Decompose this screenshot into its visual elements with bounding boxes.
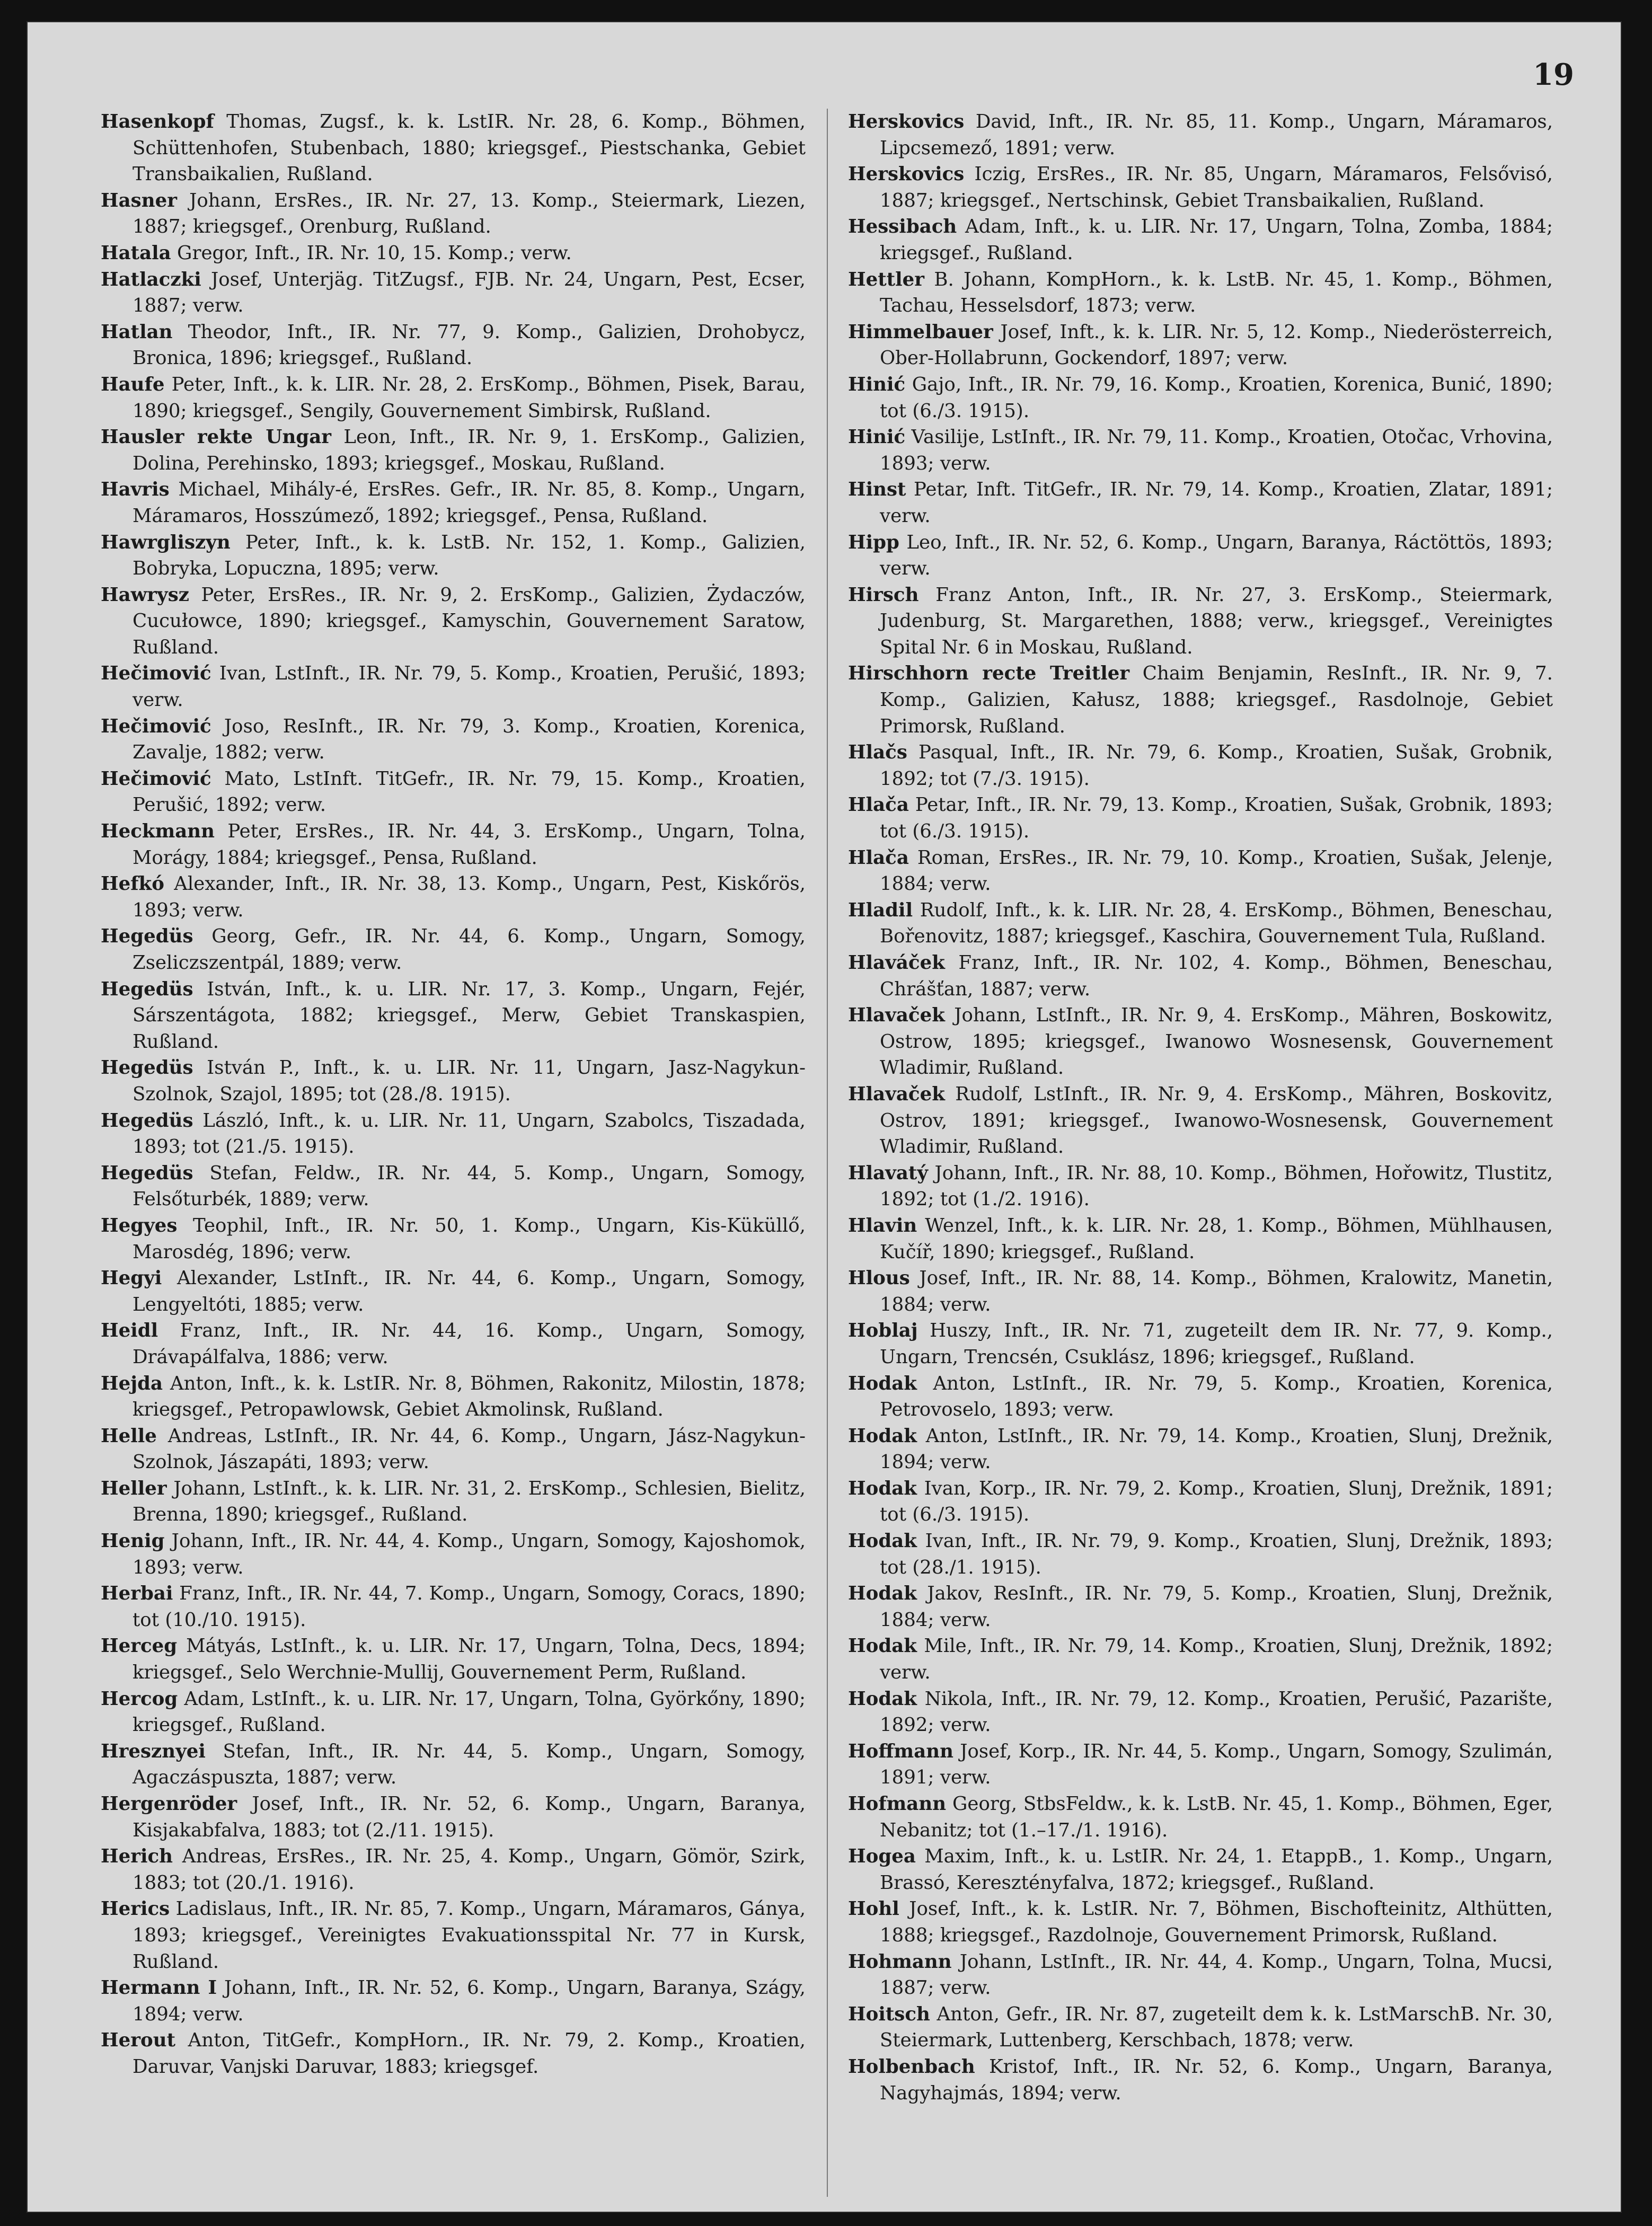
entry-surname: Hlavatý bbox=[848, 1162, 929, 1184]
entry-surname: Hegyi bbox=[101, 1267, 162, 1289]
entry-details: Josef, Inft., IR. Nr. 88, 14. Komp., Böhmen, Kralowitz, Manetin, 1884; verw. bbox=[880, 1267, 1553, 1315]
register-entry bbox=[101, 319, 806, 372]
register-entry bbox=[848, 1160, 1553, 1213]
register-entry bbox=[848, 1318, 1553, 1370]
entry-surname: Hegedüs bbox=[101, 1057, 193, 1079]
register-entry bbox=[848, 1265, 1553, 1318]
entry-surname: Hirschhorn recte Treitler bbox=[848, 662, 1130, 685]
register-entry bbox=[101, 1265, 806, 1318]
register-entry bbox=[848, 214, 1553, 266]
register-entry bbox=[101, 766, 806, 818]
register-entry bbox=[848, 1896, 1553, 1948]
entry-details: Josef, Inft., k. k. LstIR. Nr. 7, Böhmen, Bischofteinitz, Althütten, 1888; kriegsgef., Razdolnoje, Gouvernement Primorsk, Rußland. bbox=[880, 1898, 1553, 1946]
entry-surname: Hegyes bbox=[101, 1214, 178, 1236]
entry-surname: Hlačs bbox=[848, 741, 907, 764]
register-entry bbox=[101, 529, 806, 582]
right-column bbox=[848, 109, 1553, 2197]
register-entry bbox=[101, 1633, 806, 1685]
entry-surname: Hlača bbox=[848, 794, 909, 816]
register-entry bbox=[848, 660, 1553, 739]
register-entry bbox=[848, 1528, 1553, 1580]
entry-details: Anton, LstInft., IR. Nr. 79, 5. Komp., Kroatien, Korenica, Petrovoselo, 1893; verw. bbox=[880, 1372, 1553, 1421]
register-entry bbox=[101, 713, 806, 766]
entry-surname: Hlavaček bbox=[848, 1004, 945, 1027]
entry-surname: Hohmann bbox=[848, 1950, 952, 1973]
entry-surname: Hipp bbox=[848, 531, 899, 553]
entry-details: Josef, Inft., k. k. LIR. Nr. 5, 12. Komp., Niederösterreich, Ober-Hollabrunn, Gockendorf, 1897; verw. bbox=[880, 321, 1553, 369]
entry-surname: Himmelbauer bbox=[848, 321, 993, 343]
register-entry bbox=[848, 897, 1553, 950]
register-entry bbox=[848, 1371, 1553, 1423]
entry-surname: Hodak bbox=[848, 1425, 917, 1447]
entry-surname: Heller bbox=[101, 1477, 167, 1499]
entry-details: Peter, ErsRes., IR. Nr. 9, 2. ErsKomp., Galizien, Żydaczów, Cucułowce, 1890; kriegsgef., Kamyschin, Gouvernement Saratow, Rußland. bbox=[132, 584, 806, 658]
entry-details: Anton, LstInft., IR. Nr. 79, 14. Komp., Kroatien, Slunj, Drežnik, 1894; verw. bbox=[880, 1425, 1553, 1473]
entry-details: Peter, Inft., k. k. LIR. Nr. 28, 2. ErsKomp., Böhmen, Pisek, Barau, 1890; kriegsgef., Sengily, Gouvernement Simbirsk, Rußland. bbox=[132, 373, 806, 422]
entry-surname: Holbenbach bbox=[848, 2055, 975, 2078]
register-entry bbox=[101, 660, 806, 713]
entry-surname: Hodak bbox=[848, 1372, 917, 1394]
register-entry bbox=[848, 1843, 1553, 1896]
entry-surname: Hlača bbox=[848, 846, 909, 869]
register-entry bbox=[101, 109, 806, 188]
entry-details: Johann, LstInft., IR. Nr. 44, 4. Komp., Ungarn, Tolna, Mucsi, 1887; verw. bbox=[880, 1950, 1553, 1999]
entry-surname: Hresznyei bbox=[101, 1740, 206, 1762]
column-divider bbox=[827, 109, 828, 2197]
entry-surname: Hegedüs bbox=[101, 925, 193, 948]
register-entry bbox=[101, 1686, 806, 1738]
entry-details: Joso, ResInft., IR. Nr. 79, 3. Komp., Kroatien, Korenica, Zavalje, 1882; verw. bbox=[132, 715, 806, 764]
entry-surname: Herics bbox=[101, 1898, 170, 1920]
register-entry bbox=[848, 424, 1553, 476]
register-entry bbox=[848, 109, 1553, 161]
register-entry bbox=[101, 188, 806, 240]
entry-details: B. Johann, KompHorn., k. k. LstB. Nr. 45, 1. Komp., Böhmen, Tachau, Hesselsdorf, 1873; verw. bbox=[880, 268, 1553, 317]
entry-details: Adam, Inft., k. u. LIR. Nr. 17, Ungarn, Tolna, Zomba, 1884; kriegsgef., Rußland. bbox=[880, 216, 1553, 264]
register-entry bbox=[101, 424, 806, 476]
register-entry bbox=[848, 1213, 1553, 1265]
entry-surname: Hečimović bbox=[101, 662, 211, 685]
entry-details: Mato, LstInft. TitGefr., IR. Nr. 79, 15. Komp., Kroatien, Perušić, 1892; verw. bbox=[132, 767, 806, 816]
entry-details: Wenzel, Inft., k. k. LIR. Nr. 28, 1. Komp., Böhmen, Mühlhausen, Kučíř, 1890; kriegsgef., Rußland. bbox=[880, 1214, 1553, 1263]
register-entry bbox=[848, 582, 1553, 661]
register-entry bbox=[101, 267, 806, 319]
entry-surname: Hladil bbox=[848, 899, 913, 921]
entry-surname: Hergenröder bbox=[101, 1793, 237, 1815]
entry-surname: Hodak bbox=[848, 1635, 917, 1657]
entry-surname: Hefkó bbox=[101, 873, 164, 895]
entry-details: Johann, Inft., IR. Nr. 44, 4. Komp., Ungarn, Somogy, Kajoshomok, 1893; verw. bbox=[132, 1530, 806, 1578]
entry-surname: Herbai bbox=[101, 1583, 173, 1605]
register-entry bbox=[101, 582, 806, 661]
entry-details: Michael, Mihály-é, ErsRes. Gefr., IR. Nr. 85, 8. Komp., Ungarn, Máramaros, Hosszúmező, 1892; kriegsgef., Pensa, Rußland. bbox=[132, 479, 806, 527]
entry-details: Georg, StbsFeldw., k. k. LstB. Nr. 45, 1. Komp., Böhmen, Eger, Nebanitz; tot (1.–17./1. 1916). bbox=[880, 1793, 1553, 1841]
entry-details: Johann, Inft., IR. Nr. 52, 6. Komp., Ungarn, Baranya, Szágy, 1894; verw. bbox=[132, 1977, 806, 2025]
entry-details: Mile, Inft., IR. Nr. 79, 14. Komp., Kroatien, Slunj, Drežnik, 1892; verw. bbox=[880, 1635, 1553, 1684]
entry-surname: Hessibach bbox=[848, 216, 957, 238]
entry-details: Rudolf, Inft., k. k. LIR. Nr. 28, 4. ErsKomp., Böhmen, Beneschau, Bořenovitz, 1887; kriegsgef., Kaschira, Gouvernement Tula, Rußland. bbox=[880, 899, 1553, 948]
entry-details: Anton, TitGefr., KompHorn., IR. Nr. 79, 2. Komp., Kroatien, Daruvar, Vanjski Daruvar, 1883; kriegsgef. bbox=[132, 2029, 806, 2078]
register-entry bbox=[848, 2054, 1553, 2106]
entry-details: Peter, Inft., k. k. LstB. Nr. 152, 1. Komp., Galizien, Bobryka, Lopuczna, 1895; verw. bbox=[132, 531, 806, 580]
register-entry bbox=[101, 1160, 806, 1213]
entry-details: Jakov, ResInft., IR. Nr. 79, 5. Komp., Kroatien, Slunj, Drežnik, 1884; verw. bbox=[880, 1583, 1553, 1631]
register-entry bbox=[848, 1949, 1553, 2001]
entry-surname: Haufe bbox=[101, 373, 165, 395]
entry-details: Petar, Inft. TitGefr., IR. Nr. 79, 14. Komp., Kroatien, Zlatar, 1891; verw. bbox=[880, 479, 1553, 527]
entry-details: Ivan, LstInft., IR. Nr. 79, 5. Komp., Kroatien, Perušić, 1893; verw. bbox=[132, 662, 806, 711]
register-entry bbox=[101, 1528, 806, 1580]
register-entry bbox=[101, 1580, 806, 1633]
register-entry bbox=[848, 739, 1553, 792]
register-entry bbox=[848, 845, 1553, 897]
entry-surname: Hinić bbox=[848, 426, 906, 448]
entry-details: Gregor, Inft., IR. Nr. 10, 15. Komp.; verw. bbox=[171, 242, 572, 264]
entry-details: Franz, Inft., IR. Nr. 44, 16. Komp., Ungarn, Somogy, Drávapálfalva, 1886; verw. bbox=[132, 1320, 806, 1368]
entry-details: Thomas, Zugsf., k. k. LstIR. Nr. 28, 6. Komp., Böhmen, Schüttenhofen, Stubenbach, 1880; kriegsgef., Piestschanka, Gebiet Transbaikalien, Rußland. bbox=[132, 111, 806, 186]
register-entry bbox=[848, 372, 1553, 424]
entry-surname: Helle bbox=[101, 1425, 157, 1447]
entry-surname: Hlaváček bbox=[848, 952, 945, 974]
entry-surname: Hohl bbox=[848, 1898, 899, 1920]
register-entry bbox=[101, 1213, 806, 1265]
left-column bbox=[101, 109, 806, 2197]
entry-surname: Hawrgliszyn bbox=[101, 531, 231, 553]
entry-surname: Heidl bbox=[101, 1320, 158, 1342]
entry-surname: Hegedüs bbox=[101, 1109, 193, 1132]
entry-surname: Hlavin bbox=[848, 1214, 917, 1236]
entry-details: David, Inft., IR. Nr. 85, 11. Komp., Ungarn, Máramaros, Lipcsemező, 1891; verw. bbox=[880, 111, 1553, 159]
entry-surname: Hatala bbox=[101, 242, 171, 264]
register-entry bbox=[848, 476, 1553, 529]
register-entry bbox=[101, 1975, 806, 2027]
register-entry bbox=[101, 1791, 806, 1843]
register-entry bbox=[101, 871, 806, 923]
entry-surname: Hečimović bbox=[101, 767, 211, 790]
entry-details: Rudolf, LstInft., IR. Nr. 9, 4. ErsKomp., Mähren, Boskovitz, Ostrov, 1891; kriegsgef., Iwanowo-Wosnesensk, Gouvernement Wladimir, Rußland. bbox=[880, 1083, 1553, 1158]
register-entry bbox=[101, 240, 806, 267]
register-entry bbox=[848, 1791, 1553, 1843]
entry-details: Franz Anton, Inft., IR. Nr. 27, 3. ErsKomp., Steiermark, Judenburg, St. Margarethen, 1888; verw., kriegsgef., Vereinigtes Spital Nr. 6 in Moskau, Rußland. bbox=[880, 584, 1553, 658]
entry-surname: Hoffmann bbox=[848, 1740, 953, 1762]
register-entry bbox=[101, 2027, 806, 2080]
register-entry bbox=[101, 476, 806, 529]
entry-surname: Hirsch bbox=[848, 584, 919, 606]
entry-surname: Hoblaj bbox=[848, 1320, 918, 1342]
entry-surname: Hatlan bbox=[101, 321, 173, 343]
entry-details: István, Inft., k. u. LIR. Nr. 17, 3. Komp., Ungarn, Fejér, Sárszentágota, 1882; kriegsgef., Merw, Gebiet Transkaspien, Rußland. bbox=[132, 978, 806, 1053]
register-entry bbox=[848, 1580, 1553, 1633]
entry-details: Johann, LstInft., IR. Nr. 9, 4. ErsKomp., Mähren, Boskowitz, Ostrow, 1895; kriegsgef., Iwanowo Wosnesensk, Gouvernement Wladimir, Rußland. bbox=[880, 1004, 1553, 1079]
entry-surname: Hermann I bbox=[101, 1977, 217, 1999]
register-entry bbox=[848, 792, 1553, 844]
entry-details: Kristof, Inft., IR. Nr. 52, 6. Komp., Ungarn, Baranya, Nagyhajmás, 1894; verw. bbox=[880, 2055, 1553, 2104]
entry-surname: Hodak bbox=[848, 1530, 917, 1552]
entry-details: Teophil, Inft., IR. Nr. 50, 1. Komp., Ungarn, Kis-Küküllő, Marosdég, 1896; verw. bbox=[132, 1214, 806, 1263]
entry-surname: Herich bbox=[101, 1845, 173, 1868]
entry-details: Josef, Korp., IR. Nr. 44, 5. Komp., Ungarn, Somogy, Szulimán, 1891; verw. bbox=[880, 1740, 1553, 1789]
entry-details: Roman, ErsRes., IR. Nr. 79, 10. Komp., Kroatien, Sušak, Jelenje, 1884; verw. bbox=[880, 846, 1553, 895]
register-entry bbox=[101, 1476, 806, 1528]
register-entry bbox=[101, 1371, 806, 1423]
register-entry bbox=[848, 950, 1553, 1002]
register-entry bbox=[848, 1738, 1553, 1791]
entry-details: István P., Inft., k. u. LIR. Nr. 11, Ungarn, Jasz-Nagykun-Szolnok, Szajol, 1895; tot (28./8. 1915). bbox=[132, 1057, 806, 1105]
register-entry bbox=[848, 1423, 1553, 1476]
document-page bbox=[26, 21, 1622, 2213]
entry-details: Adam, LstInft., k. u. LIR. Nr. 17, Ungarn, Tolna, Györkőny, 1890; kriegsgef., Rußland. bbox=[132, 1688, 806, 1736]
entry-surname: Hasner bbox=[101, 189, 177, 211]
register-entry bbox=[848, 1633, 1553, 1685]
entry-details: Johann, Inft., IR. Nr. 88, 10. Komp., Böhmen, Hořowitz, Tlustitz, 1892; tot (1./2. 1916). bbox=[880, 1162, 1553, 1211]
register-entry bbox=[848, 267, 1553, 319]
entry-surname: Hlavaček bbox=[848, 1083, 945, 1105]
register-columns bbox=[101, 109, 1553, 2197]
entry-surname: Herskovics bbox=[848, 111, 965, 132]
entry-details: Ivan, Korp., IR. Nr. 79, 2. Komp., Kroatien, Slunj, Drežnik, 1891; tot (6./3. 1915). bbox=[880, 1477, 1553, 1526]
entry-details: Andreas, ErsRes., IR. Nr. 25, 4. Komp., Ungarn, Gömör, Szirk, 1883; tot (20./1. 1916). bbox=[132, 1845, 806, 1894]
register-entry bbox=[101, 1423, 806, 1476]
entry-surname: Hodak bbox=[848, 1583, 917, 1605]
entry-details: Johann, ErsRes., IR. Nr. 27, 13. Komp., Steiermark, Liezen, 1887; kriegsgef., Orenburg, Rußland. bbox=[132, 189, 806, 238]
register-entry bbox=[101, 923, 806, 976]
entry-surname: Herceg bbox=[101, 1635, 178, 1657]
page-number: 19 bbox=[1533, 57, 1574, 92]
entry-details: Stefan, Inft., IR. Nr. 44, 5. Komp., Ungarn, Somogy, Agaczáspuszta, 1887; verw. bbox=[132, 1740, 806, 1789]
entry-surname: Hinst bbox=[848, 479, 906, 501]
entry-details: Anton, Inft., k. k. LstIR. Nr. 8, Böhmen, Rakonitz, Milostin, 1878; kriegsgef., Petropawlowsk, Gebiet Akmolinsk, Rußland. bbox=[132, 1372, 806, 1421]
register-entry bbox=[848, 1081, 1553, 1160]
register-entry bbox=[101, 372, 806, 424]
entry-details: Iczig, ErsRes., IR. Nr. 85, Ungarn, Máramaros, Felsővisó, 1887; kriegsgef., Nertschinsk, Gebiet Transbaikalien, Rußland. bbox=[880, 163, 1553, 211]
entry-details: Mátyás, LstInft., k. u. LIR. Nr. 17, Ungarn, Tolna, Decs, 1894; kriegsgef., Selo Werchnie-Mullij, Gouvernement Perm, Rußland. bbox=[132, 1635, 806, 1684]
entry-details: Josef, Inft., IR. Nr. 52, 6. Komp., Ungarn, Baranya, Kisjakabfalva, 1883; tot (2./11. 1915). bbox=[132, 1793, 806, 1841]
register-entry bbox=[101, 1843, 806, 1896]
entry-surname: Hawrysz bbox=[101, 584, 189, 606]
entry-surname: Hinić bbox=[848, 373, 906, 395]
entry-details: Franz, Inft., IR. Nr. 44, 7. Komp., Ungarn, Somogy, Coracs, 1890; tot (10./10. 1915). bbox=[132, 1583, 806, 1631]
entry-details: Petar, Inft., IR. Nr. 79, 13. Komp., Kroatien, Sušak, Grobnik, 1893; tot (6./3. 1915). bbox=[880, 794, 1553, 843]
entry-surname: Herout bbox=[101, 2029, 176, 2052]
entry-details: Josef, Unterjäg. TitZugsf., FJB. Nr. 24, Ungarn, Pest, Ecser, 1887; verw. bbox=[132, 268, 806, 317]
register-entry bbox=[848, 1686, 1553, 1738]
entry-details: Johann, LstInft., k. k. LIR. Nr. 31, 2. ErsKomp., Schlesien, Bielitz, Brenna, 1890; kriegsgef., Rußland. bbox=[132, 1477, 806, 1526]
entry-details: Georg, Gefr., IR. Nr. 44, 6. Komp., Ungarn, Somogy, Zseliczszentpál, 1889; verw. bbox=[132, 925, 806, 974]
register-entry bbox=[848, 319, 1553, 372]
entry-details: Peter, ErsRes., IR. Nr. 44, 3. ErsKomp., Ungarn, Tolna, Morágy, 1884; kriegsgef., Pensa, Rußland. bbox=[132, 820, 806, 869]
register-entry bbox=[101, 976, 806, 1055]
entry-details: Anton, Gefr., IR. Nr. 87, zugeteilt dem k. k. LstMarschB. Nr. 30, Steiermark, Luttenberg, Kerschbach, 1878; verw. bbox=[880, 2003, 1553, 2052]
entry-surname: Hogea bbox=[848, 1845, 916, 1868]
entry-details: Alexander, LstInft., IR. Nr. 44, 6. Komp., Ungarn, Somogy, Lengyeltóti, 1885; verw. bbox=[132, 1267, 806, 1315]
entry-surname: Hoitsch bbox=[848, 2003, 930, 2025]
entry-surname: Herskovics bbox=[848, 163, 965, 186]
register-entry bbox=[101, 1318, 806, 1370]
register-entry bbox=[848, 1476, 1553, 1528]
entry-surname: Heckmann bbox=[101, 820, 215, 843]
entry-surname: Hodak bbox=[848, 1477, 917, 1499]
entry-details: Vasilije, LstInft., IR. Nr. 79, 11. Komp., Kroatien, Otočac, Vrhovina, 1893; verw. bbox=[880, 426, 1553, 474]
entry-details: Ivan, Inft., IR. Nr. 79, 9. Komp., Kroatien, Slunj, Drežnik, 1893; tot (28./1. 1915). bbox=[880, 1530, 1553, 1578]
entry-surname: Havris bbox=[101, 479, 170, 501]
entry-details: Andreas, LstInft., IR. Nr. 44, 6. Komp., Ungarn, Jász-Nagykun-Szolnok, Jászapáti, 1893; verw. bbox=[132, 1425, 806, 1473]
entry-surname: Hegedüs bbox=[101, 978, 193, 1000]
register-entry bbox=[101, 1108, 806, 1160]
entry-surname: Hejda bbox=[101, 1372, 163, 1394]
entry-surname: Hercog bbox=[101, 1688, 178, 1710]
entry-surname: Hegedüs bbox=[101, 1162, 193, 1184]
register-entry bbox=[848, 529, 1553, 582]
entry-details: Franz, Inft., IR. Nr. 102, 4. Komp., Böhmen, Beneschau, Chrášťan, 1887; verw. bbox=[880, 952, 1553, 1000]
entry-surname: Hečimović bbox=[101, 715, 211, 737]
entry-surname: Hasenkopf bbox=[101, 111, 214, 132]
entry-details: Theodor, Inft., IR. Nr. 77, 9. Komp., Galizien, Drohobycz, Bronica, 1896; kriegsgef., Rußland. bbox=[132, 321, 806, 369]
entry-surname: Henig bbox=[101, 1530, 165, 1552]
register-entry bbox=[848, 161, 1553, 214]
entry-surname: Hettler bbox=[848, 268, 925, 290]
entry-details: Maxim, Inft., k. u. LstIR. Nr. 24, 1. EtappB., 1. Komp., Ungarn, Brassó, Keresztényfalva, 1872; kriegsgef., Rußland. bbox=[880, 1845, 1553, 1894]
entry-surname: Hofmann bbox=[848, 1793, 947, 1815]
entry-details: Pasqual, Inft., IR. Nr. 79, 6. Komp., Kroatien, Sušak, Grobnik, 1892; tot (7./3. 1915). bbox=[880, 741, 1553, 790]
entry-details: László, Inft., k. u. LIR. Nr. 11, Ungarn, Szabolcs, Tiszadada, 1893; tot (21./5. 1915). bbox=[132, 1109, 806, 1158]
entry-details: Huszy, Inft., IR. Nr. 71, zugeteilt dem IR. Nr. 77, 9. Komp., Ungarn, Trencsén, Csuklász, 1896; kriegsgef., Rußland. bbox=[880, 1320, 1553, 1368]
register-entry bbox=[101, 818, 806, 871]
entry-surname: Hodak bbox=[848, 1688, 917, 1710]
register-entry bbox=[101, 1896, 806, 1975]
entry-surname: Hausler rekte Ungar bbox=[101, 426, 331, 448]
entry-details: Gajo, Inft., IR. Nr. 79, 16. Komp., Kroatien, Korenica, Bunić, 1890; tot (6./3. 1915). bbox=[880, 373, 1553, 422]
entry-surname: Hlous bbox=[848, 1267, 910, 1289]
entry-details: Leon, Inft., IR. Nr. 9, 1. ErsKomp., Galizien, Dolina, Perehinsko, 1893; kriegsgef., Moskau, Rußland. bbox=[132, 426, 806, 474]
register-entry bbox=[848, 1002, 1553, 1081]
entry-details: Ladislaus, Inft., IR. Nr. 85, 7. Komp., Ungarn, Máramaros, Gánya, 1893; kriegsgef., Vereinigtes Evakuationsspital Nr. 77 in Kursk, Rußland. bbox=[132, 1898, 806, 1973]
entry-surname: Hatlaczki bbox=[101, 268, 201, 290]
register-entry bbox=[101, 1738, 806, 1791]
entry-details: Stefan, Feldw., IR. Nr. 44, 5. Komp., Ungarn, Somogy, Felsőturbék, 1889; verw. bbox=[132, 1162, 806, 1211]
register-entry bbox=[101, 1055, 806, 1107]
entry-details: Alexander, Inft., IR. Nr. 38, 13. Komp., Ungarn, Pest, Kiskőrös, 1893; verw. bbox=[132, 873, 806, 921]
entry-details: Chaim Benjamin, ResInft., IR. Nr. 9, 7. Komp., Galizien, Kałusz, 1888; kriegsgef., Rasdolnoje, Gebiet Primorsk, Rußland. bbox=[880, 662, 1553, 737]
entry-details: Nikola, Inft., IR. Nr. 79, 12. Komp., Kroatien, Perušić, Pazarište, 1892; verw. bbox=[880, 1688, 1553, 1736]
entry-details: Leo, Inft., IR. Nr. 52, 6. Komp., Ungarn, Baranya, Ráctöttös, 1893; verw. bbox=[880, 531, 1553, 580]
register-entry bbox=[848, 2001, 1553, 2054]
